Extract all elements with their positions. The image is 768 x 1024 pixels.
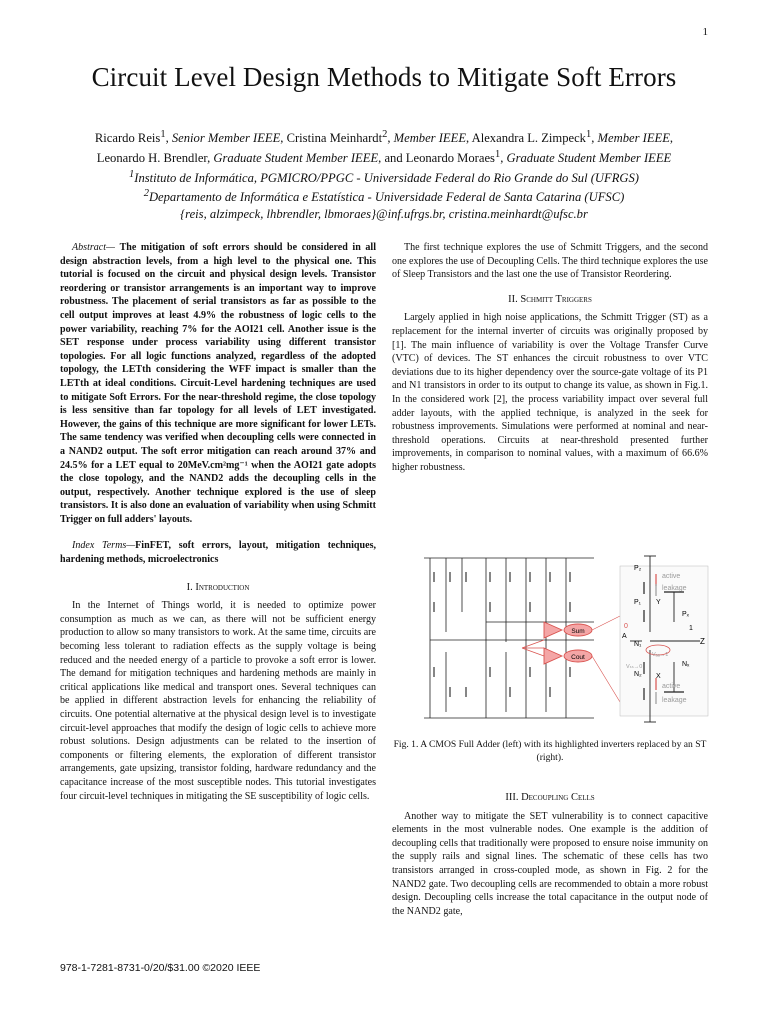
active-bottom-label: active (662, 683, 681, 690)
right-column (392, 241, 708, 475)
author-role: Member IEEE (597, 131, 670, 146)
author-sup: 1 (160, 129, 166, 140)
index-terms-text: FinFET, soft errors, layout, mitigation techniques, hardening methods, microelectronics (60, 540, 376, 566)
vss-label: Vₛₛ→0 (626, 664, 643, 670)
figure-1-caption: Fig. 1. A CMOS Full Adder (left) with its highlighted inverters replaced by an ST (right). (393, 739, 707, 763)
nx-label: Nₓ (682, 661, 690, 668)
author-name: Leonardo Moraes (405, 150, 495, 165)
paper-title: Circuit Level Design Methods to Mitigate Soft Errors (91, 62, 677, 92)
figure-1 (394, 552, 712, 730)
active-top-label: active (662, 573, 681, 580)
full-adder-schematic (394, 552, 712, 730)
author-name: Cristina Meinhardt (286, 131, 383, 146)
p2-label: P₂ (634, 565, 642, 572)
author-role: Member IEEE (393, 131, 467, 146)
email-list: {reis, alzimpeck, lhbrendler, lbmoraes}@inf.ufrgs.br, cristina.meinhardt@ufsc.br (180, 206, 588, 221)
author-sup: 1 (494, 148, 501, 160)
leakage-bottom-label: leakage (662, 697, 687, 704)
author-role: Graduate Student Member IEEE (213, 150, 379, 165)
right-intro-text: The first technique explores the use of Schmitt Triggers, and the second one explores the use of Decoupling Cells. The third technique explores the use of Sleep Transistors and the last one the use of Transistor Reordering. (392, 242, 708, 281)
x-label: X (656, 673, 661, 680)
copyright-footer: 978-1-7281-8731-0/20/$31.00 ©2020 IEEE (60, 962, 261, 974)
abstract-label: Abstract— (72, 242, 115, 253)
author-line-1: Ricardo Reis$^1$, Senior Member IEEE, Cristina Meinhardt$^2$, Member IEEE, Alexandra L. Zimpeck$^1$, Member IEEE, (94, 129, 674, 146)
decoupling-cells-text: Another way to mitigate the SET vulnerability is to connect capacitive elements in the most vulnerable nodes. One example is the addition of decoupling cells that traditionally were proposed to ensure noise immunity on the supply rails and signal lines. The schematic of these cells has two transistors arranged in cross-coupled mode, as shown in Fig. 2 for the NAND2 gate. Two decoupling cells are recommended to obtain a more robust design. Decoupling cells increase the total capacitance in the output node of the NAND2 gate, (392, 810, 708, 917)
sum-label: Sum (571, 628, 585, 635)
affiliation-text: Departamento de Informática e Estatística - Universidade Federal de Santa Catarina (UFSC) (148, 190, 625, 205)
decoupling-section (392, 791, 708, 918)
p1-label: P₁ (634, 599, 642, 606)
affiliation-2: $^2$Departamento de Informática e Estatística - Universidade Federal de Santa Catarina (UFSC) (143, 188, 625, 205)
author-block (40, 127, 728, 222)
author-line-2: Leonardo H. Brendler, Graduate Student Member IEEE, and Leonardo Moraes$^1$, Graduate Student Member IEEE (96, 148, 672, 165)
logic-zero-label: 0 (624, 623, 628, 630)
y-label: Y (656, 599, 661, 606)
node-z-label: Z (700, 637, 705, 646)
logic-one-label: 1 (689, 625, 693, 632)
author-name: Alexandra L. Zimpeck (471, 131, 586, 146)
n1-label: N₁ (634, 641, 642, 648)
cout-label: Cout (571, 654, 585, 661)
author-role: Senior Member IEEE (171, 131, 281, 146)
author-role: Graduate Student Member IEEE (506, 150, 672, 165)
index-terms (60, 539, 376, 566)
author-name: Leonardo H. Brendler (96, 150, 208, 165)
px-label: Pₓ (682, 611, 689, 618)
introduction-text: In the Internet of Things world, it is needed to optimize power consumption as much as we can, as there will not be sufficient energy production to allow so many transistors to work. At the same time, circuits are becoming less tolerant to radiation effects as the supply voltage is being reduced and the needed energy of a particle to provoke a soft error is lower. The demand for mitigation techniques and hardening methods are mainly in critical applications like medical and transport ones. Several techniques can be applied in different abstraction levels for enhancing the reliability of circuits. One potential alternative at the physical design level is to investigate circuit-level approaches that modify the design of logic cells to achieve more robust solutions. Design adjustments can be related to the insertion of components or filtering elements, the exploration of different transistor arrangements, gate upsizing, transistor folding, hardware redundancy and the capacitance increase of the most susceptible nodes. This tutorial investigates four circuit-level techniques in mitigating the SE susceptibility of logic cells. (60, 600, 376, 802)
schmitt-trigger-text: Largely applied in high noise applications, the Schmitt Trigger (ST) as a replacement for the internal inverter of circuits was originally proposed by [1]. The main influence of variability is over the Voltage Transfer Curve (VTC) of devices. The ST enhances the circuit robustness to over VTC deviations due to its higher dependency over the source-gate voltage of its P1 and N1 transistors in order to its output to change its value, as shown in Fig.1. In the considered work [2], the process variability impact over several full adder layouts, with the applied technique, is analyzed in the seek for robustness improvements. Simulations were performed at nominal and near-threshold operations. Circuits at near-threshold presented further improvements, in comparison to nominal values, with a maximum of 66.6% higher robustness. (392, 312, 708, 473)
author-name: Ricardo Reis (94, 131, 161, 146)
n2-label: N₂ (634, 671, 642, 678)
affiliation-1: $^1$Instituto de Informática, PGMICRO/PPGC - Universidade Federal do Rio Grande do Sul (UFRGS) (129, 168, 639, 185)
author-sup: 1 (585, 129, 592, 140)
leakage-top-label: leakage (662, 585, 687, 592)
author-sup: 2 (382, 129, 388, 140)
page-number: 1 (702, 26, 708, 38)
author-emails (40, 206, 728, 223)
author-and: and (384, 150, 403, 165)
section-heading-schmitt-triggers: II. Schmitt Triggers (508, 293, 592, 305)
abstract-text: The mitigation of soft errors should be considered in all design abstraction levels, from a high level to the physical one. This tutorial is focused on the circuit and physical design levels. Transistor reordering or transistor arrangements is an important way to improve robustness. The placement of serial transistors as far as possible to the cell output improves at least 4.9% the robustness of logic cells to the power variability, reaching 7% for the AOI21 cell. Another issue is the SET response under process variability using different transistor topologies. For all logic functions analyzed, regardless of the adopted topology, the LETth considering the WFF impact is smaller than the LETth at ideal conditions. Circuit-Level hardening techniques are used to mitigate Soft Errors. For the near-threshold regime, the close topology is less sensitive than far topology for all levels of LET investigated. However, the gains of this technique are more significant for lower LETs. The same tendency was verified when decoupling cells were connected in a NAND2 output. The soft error mitigation can reach around 37% and 24.5% for a LET equal to 20MeV.cm²mg⁻¹ when the AOI21 gate adopts the close topology, and the NAND2 adds the decoupling cells in the output, respectively. Another technique explored is the use of sleep transistors. It is also done an evaluation of variability when using Schmitt Trigger on full adders' layouts. (60, 242, 376, 525)
affiliation-text: Instituto de Informática, PGMICRO/PPGC - Universidade Federal do Rio Grande do Sul (UFRGS) (134, 170, 639, 185)
abstract (60, 241, 376, 526)
index-terms-label: Index Terms— (72, 540, 136, 552)
node-a-label: A (622, 633, 627, 640)
section-heading-introduction: I. Introduction (186, 581, 250, 593)
vdd-label: Vₐₐ→1 (652, 652, 669, 658)
section-heading-decoupling-cells: III. Decoupling Cells (505, 792, 595, 803)
left-column (60, 241, 376, 803)
